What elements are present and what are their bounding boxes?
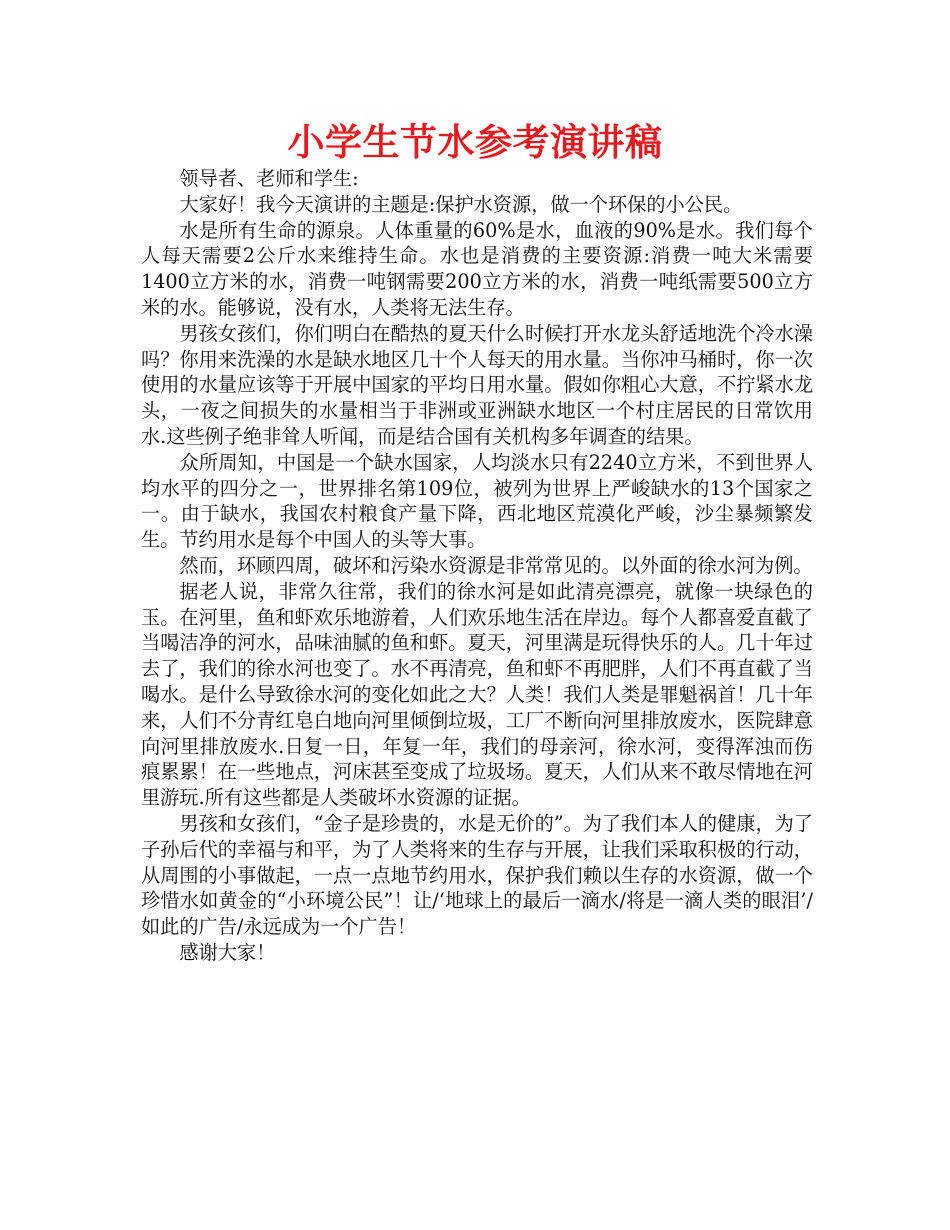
- paragraph-xushui-river: 据老人说，非常久往常，我们的徐水河是如此清亮漂亮，就像一块绿色的玉。在河里，鱼和虾欢乐地游着，人们欢乐地生活在岸边。每个人都喜爱直截了当喝洁净的河水，品味油腻的鱼和虾。夏天，河里满是玩得快乐的人。几十年过去了，我们的徐水河也变了。水不再清亮，鱼和虾不再肥胖，人们不再直截了当喝水。是什么导致徐水河的变化如此之大？人类！我们人类是罪魁祸首！几十年来，人们不分青红皂白地向河里倾倒垃圾，工厂不断向河里排放废水，医院肆意向河里排放废水.日复一日，年复一年，我们的母亲河，徐水河，变得浑浊而伤痕累累！在一些地点，河床甚至变成了垃圾场。夏天，人们从来不敢尽情地在河里游玩.所有这些都是人类破坏水资源的证据。: [141, 579, 813, 810]
- paragraph-greeting: 大家好！我今天演讲的主题是:保护水资源，做一个环保的小公民。: [179, 192, 743, 216]
- salutation: 领导者、老师和学生:: [179, 167, 359, 190]
- paragraph-pollution: 然而，环顾四周，破坏和污染水资源是非常常见的。以外面的徐水河为例。: [179, 553, 813, 577]
- speech-body: [141, 166, 813, 966]
- paragraph-daily-usage: 男孩女孩们，你们明白在酷热的夏天什么时候打开水龙头舒适地洗个冷水澡吗？你用来洗澡的水是缺水地区几十个人每天的用水量。当你冲马桶时，你一次使用的水量应该等于开展中国家的平均日用水量。假如你粗心大意，不拧紧水龙头，一夜之间损失的水量相当于非洲或亚洲缺水地区一个村庄居民的日常饮用水.这些例子绝非耸人听闻，而是结合国有关机构多年调查的结果。: [141, 321, 813, 448]
- closing-thanks: 感谢大家！: [179, 940, 276, 964]
- paragraph-call-to-action: 男孩和女孩们，“金子是珍贵的，水是无价的”。为了我们本人的健康，为了子孙后代的幸福与和平，为了人类将来的生存与开展，让我们采取积极的行动，从周围的小事做起，一点一点地节约用水，保护我们赖以生存的水资源，做一个珍惜水如黄金的“小环境公民”！让/‘地球上的最后一滴水/将是一滴人类的眼泪’/如此的广告/永远成为一个广告！: [141, 811, 814, 939]
- page-title: 小学生节水参考演讲稿: [287, 121, 663, 164]
- paragraph-china-shortage: 众所周知，中国是一个缺水国家，人均淡水只有2240立方米，不到世界人均水平的四分之一，世界排名第109位，被列为世界上严峻缺水的13个国家之一。由于缺水，我国农村粮食产量下降，西北地区荒漠化严峻，沙尘暴频繁发生。节约用水是每个中国人的头等大事。: [141, 450, 813, 552]
- paragraph-water-source: 水是所有生命的源泉。人体重量的60%是水，血液的90%是水。我们每个人每天需要2公斤水来维持生命。水也是消费的主要资源:消费一吨大米需要1400立方米的水，消费一吨钢需要200立方米的水，消费一吨纸需要500立方米的水。能够说，没有水，人类将无法生存。: [141, 218, 813, 319]
